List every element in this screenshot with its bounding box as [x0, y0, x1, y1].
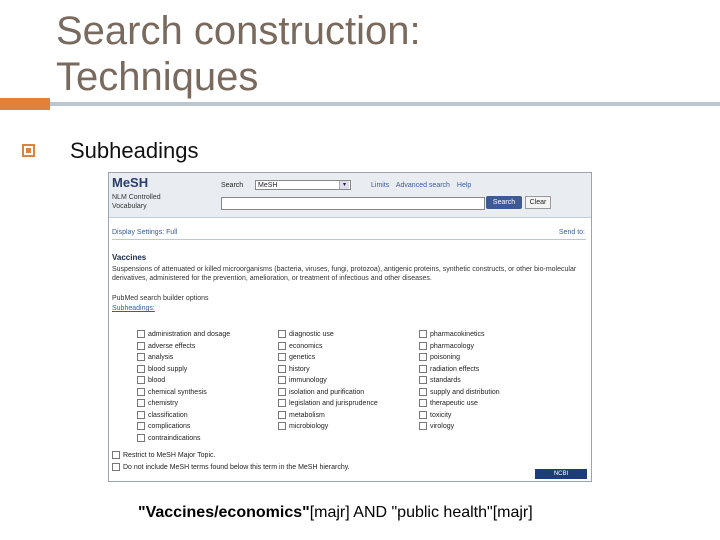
- subheading-option[interactable]: [419, 352, 500, 364]
- subheading-option[interactable]: [137, 398, 230, 410]
- subheading-option[interactable]: [419, 341, 500, 353]
- display-settings[interactable]: Display Settings: Full: [112, 229, 178, 236]
- checkbox[interactable]: [137, 422, 145, 430]
- checkbox[interactable]: [137, 411, 145, 419]
- subheading-option[interactable]: [419, 398, 500, 410]
- subheadings-col2: [278, 329, 378, 433]
- checkbox[interactable]: [278, 342, 286, 350]
- subheading-label: microbiology: [289, 423, 329, 430]
- checkbox[interactable]: [278, 330, 286, 338]
- term-heading: Vaccines: [112, 253, 147, 262]
- do-not-explode-label: Do not include MeSH terms found below this term in the MeSH hierarchy.: [123, 463, 350, 471]
- checkbox[interactable]: [419, 411, 427, 419]
- subheading-label: contraindications: [148, 434, 201, 442]
- subheading-option[interactable]: [278, 410, 378, 422]
- subheading-label: immunology: [289, 377, 327, 384]
- slide-title-line2: Techniques: [56, 55, 259, 99]
- subheading-option[interactable]: [419, 329, 500, 341]
- restrict-major-label: Restrict to MeSH Major Topic.: [123, 451, 216, 459]
- subheading-option[interactable]: [137, 341, 230, 353]
- checkbox[interactable]: [419, 388, 427, 396]
- subheading-option[interactable]: [419, 364, 500, 376]
- subheading-label: diagnostic use: [289, 331, 334, 338]
- subheading-option[interactable]: [278, 352, 378, 364]
- mesh-screenshot: [108, 172, 592, 482]
- subheading-label: adverse effects: [148, 342, 196, 350]
- database-selected: MeSH: [258, 182, 278, 189]
- search-caption: [138, 504, 533, 522]
- subheading-option[interactable]: [137, 375, 230, 387]
- mesh-logo-subtitle: NLM Controlled Vocabulary: [112, 194, 161, 210]
- checkbox[interactable]: [137, 376, 145, 384]
- title-rule-accent: [0, 98, 50, 110]
- checkbox[interactable]: [278, 411, 286, 419]
- help-link[interactable]: Help: [456, 182, 472, 189]
- slide-title-line1: Search construction:: [56, 9, 421, 53]
- subheading-option[interactable]: [137, 433, 230, 445]
- subheadings-col1: [137, 329, 230, 444]
- clear-button[interactable]: Clear: [525, 196, 551, 209]
- caption-term: "Vaccines/economics": [138, 504, 310, 521]
- checkbox[interactable]: [137, 353, 145, 361]
- subheading-option[interactable]: [278, 375, 378, 387]
- checkbox[interactable]: [278, 365, 286, 373]
- checkbox[interactable]: [278, 353, 286, 361]
- subheading-option[interactable]: [137, 387, 230, 399]
- checkbox[interactable]: [419, 353, 427, 361]
- bullet-text: Subheadings: [70, 138, 199, 163]
- limits-link[interactable]: Limits: [371, 182, 390, 189]
- checkbox[interactable]: [419, 342, 427, 350]
- subheading-option[interactable]: [278, 387, 378, 399]
- subheading-option[interactable]: [137, 329, 230, 341]
- header-links: [371, 182, 476, 189]
- subheading-label: classification: [148, 411, 188, 419]
- search-button[interactable]: Search: [486, 196, 522, 209]
- checkbox[interactable]: [137, 342, 145, 350]
- title-rule: [50, 102, 720, 106]
- subheading-option[interactable]: [278, 341, 378, 353]
- subheading-option[interactable]: [278, 329, 378, 341]
- checkbox[interactable]: [137, 388, 145, 396]
- subheading-option[interactable]: [137, 364, 230, 376]
- checkbox[interactable]: [137, 399, 145, 407]
- subheading-label: metabolism: [289, 411, 325, 419]
- advanced-search-link[interactable]: Advanced search: [395, 182, 450, 189]
- checkbox[interactable]: [278, 376, 286, 384]
- subheading-label: economics: [289, 342, 323, 350]
- subheading-label: therapeutic use: [430, 400, 478, 407]
- subheading-label: radiation effects: [430, 365, 480, 373]
- subheading-option[interactable]: [419, 421, 500, 433]
- subheading-label: administration and dosage: [148, 331, 231, 338]
- checkbox[interactable]: [137, 330, 145, 338]
- subheading-label: pharmacokinetics: [430, 331, 485, 338]
- send-to[interactable]: Send to:: [558, 229, 585, 236]
- caption-rest: [majr] AND "public health"[majr]: [309, 504, 533, 521]
- subheading-option[interactable]: [419, 387, 500, 399]
- subheading-label: chemical synthesis: [148, 388, 207, 396]
- subheading-label: blood supply: [148, 365, 188, 373]
- subheading-label: chemistry: [148, 400, 178, 407]
- bullet-icon: [22, 144, 35, 157]
- restrict-major-option[interactable]: [112, 451, 215, 459]
- subheading-option[interactable]: [278, 421, 378, 433]
- checkbox[interactable]: [419, 376, 427, 384]
- ncbi-logo: NCBI: [535, 469, 587, 479]
- subheading-label: standards: [430, 377, 461, 384]
- checkbox[interactable]: [112, 463, 120, 471]
- checkbox[interactable]: [112, 451, 120, 459]
- subheading-label: analysis: [148, 354, 174, 361]
- chevron-down-icon: ▾: [339, 181, 349, 189]
- slide-title: [56, 8, 421, 100]
- subheading-label: poisoning: [430, 354, 460, 361]
- mesh-header: [109, 173, 591, 218]
- checkbox[interactable]: [137, 365, 145, 373]
- subheading-label: history: [289, 365, 310, 373]
- checkbox[interactable]: [278, 422, 286, 430]
- subheading-label: complications: [148, 423, 191, 430]
- subheading-label: pharmacology: [430, 342, 474, 350]
- subheading-option[interactable]: [137, 410, 230, 422]
- subheadings-link[interactable]: Subheadings:: [112, 305, 155, 312]
- search-label: Search: [221, 182, 244, 189]
- checkbox[interactable]: [419, 422, 427, 430]
- subheading-label: supply and distribution: [430, 388, 500, 396]
- subheading-option[interactable]: [278, 398, 378, 410]
- checkbox[interactable]: [419, 365, 427, 373]
- checkbox[interactable]: [137, 434, 145, 442]
- search-input[interactable]: [221, 197, 485, 210]
- subheading-label: toxicity: [430, 411, 452, 419]
- subheading-option[interactable]: [137, 352, 230, 364]
- checkbox[interactable]: [419, 399, 427, 407]
- checkbox[interactable]: [278, 388, 286, 396]
- subheading-option[interactable]: [419, 410, 500, 422]
- checkbox[interactable]: [419, 330, 427, 338]
- subheading-label: isolation and purification: [289, 388, 365, 396]
- pubmed-builder-label: PubMed search builder options: [112, 295, 209, 302]
- subheading-label: legislation and jurisprudence: [289, 400, 378, 407]
- subheading-label: genetics: [289, 354, 316, 361]
- do-not-explode-option[interactable]: [112, 463, 350, 471]
- mesh-logo[interactable]: MeSH: [112, 175, 149, 190]
- divider: [112, 239, 586, 240]
- subheading-option[interactable]: [419, 375, 500, 387]
- checkbox[interactable]: [278, 399, 286, 407]
- subheading-option[interactable]: [278, 364, 378, 376]
- term-definition: Suspensions of attenuated or killed microorganisms (bacteria, viruses, fungi, protozoa), antigenic proteins, synthetic constructs, or other bio-molecular derivatives, administered for the prevention, amelioration, or treatment of infectious and other diseases.: [112, 266, 577, 282]
- database-select[interactable]: [255, 180, 351, 190]
- subheadings-col3: [419, 329, 500, 433]
- subheading-label: virology: [430, 423, 455, 430]
- subheading-option[interactable]: [137, 421, 230, 433]
- subheading-label: blood: [148, 377, 166, 384]
